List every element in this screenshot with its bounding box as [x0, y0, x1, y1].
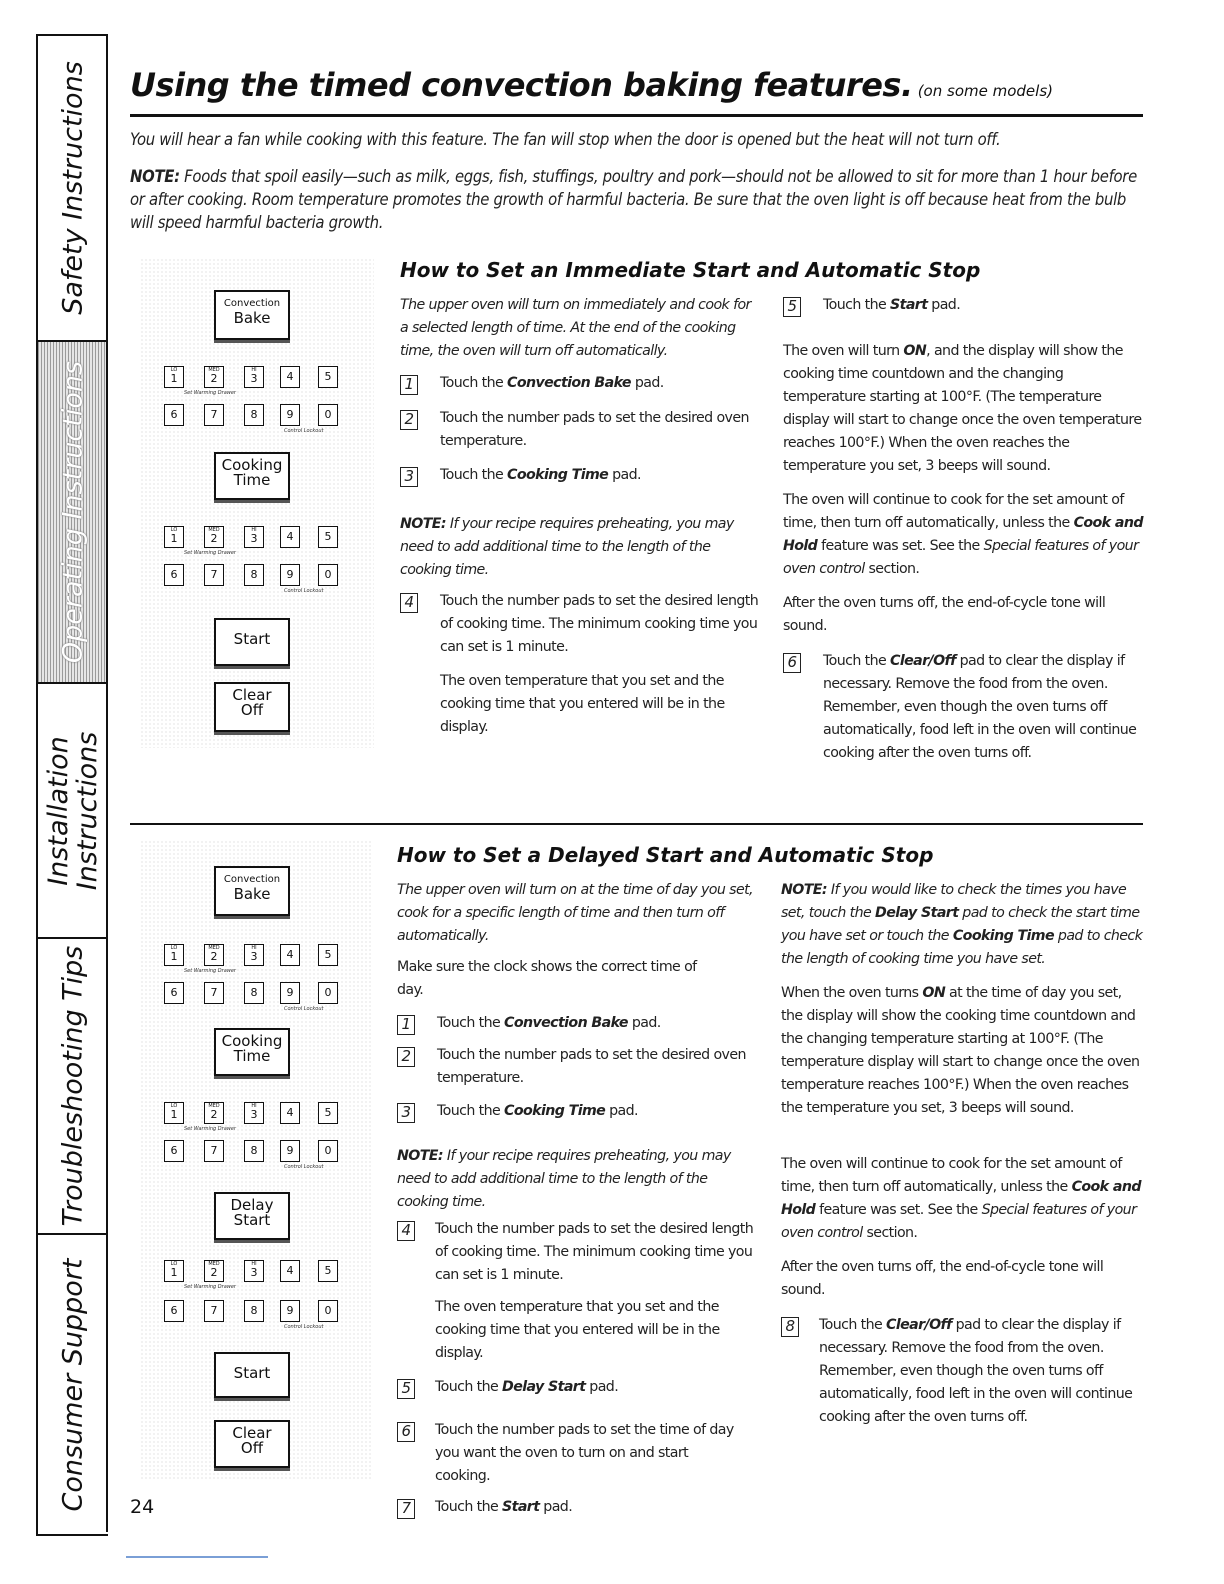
step-number: 6: [783, 653, 801, 673]
warming-label: Set Warming Drawer: [184, 1284, 236, 1290]
keypad-illustration-immediate: [140, 258, 374, 748]
footer-line: [126, 1556, 268, 1558]
start-key: [214, 618, 290, 666]
step-number: 4: [397, 1221, 415, 1241]
number-key-1: LO 1: [164, 1260, 184, 1282]
number-key-2: MED 2: [204, 366, 224, 388]
number-key-1: LO 1: [164, 526, 184, 548]
step-number: 4: [400, 593, 418, 613]
page-number: 24: [130, 1496, 155, 1518]
lockout-label: Control Lockout: [284, 1324, 324, 1330]
immediate-step-4-detail: The oven temperature that you set and the cooking time that you entered will be in the display.: [440, 673, 725, 735]
delayed-note-2: NOTE: If you would like to check the times you have set, touch the Delay Start pad to check the start time you have set or touch the Cooking Time pad to check the length of cooking time you have set.: [781, 882, 1143, 967]
warming-label: Set Warming Drawer: [184, 968, 236, 974]
delayed-para-2: The oven will continue to cook for the set amount of time, then turn off automatically, unless the Cook and Hold feature was set. See the Special features of your oven control section.: [781, 1156, 1141, 1241]
number-key-3: HI 3: [244, 1260, 264, 1282]
number-key-5: 5: [318, 366, 338, 388]
number-key-4: 4: [280, 526, 300, 548]
section-divider: [130, 823, 1143, 825]
number-key-6: 6: [164, 404, 184, 426]
key-line: Off: [240, 1439, 264, 1457]
number-key-7: 7: [204, 982, 224, 1004]
tab-consumer-support[interactable]: [38, 1235, 108, 1534]
number-key-0: 0: [318, 1140, 338, 1162]
key-line: Start: [233, 1364, 271, 1382]
tab-label: Troubleshooting Tips: [57, 945, 89, 1227]
number-key-0: 0: [318, 982, 338, 1004]
delayed-clock: Make sure the clock shows the correct time of day.: [397, 959, 697, 998]
page-title: [130, 66, 1053, 104]
delayed-step-4-detail: The oven temperature that you set and the cooking time that you entered will be in the display.: [435, 1299, 720, 1361]
number-key-8: 8: [244, 1300, 264, 1322]
tab-safety-instructions[interactable]: [38, 36, 108, 342]
tab-label: Installation Instructions: [43, 731, 103, 890]
immediate-heading: How to Set an Immediate Start and Automatic Stop: [400, 258, 981, 282]
step-number: 8: [781, 1317, 799, 1337]
number-key-3: HI 3: [244, 944, 264, 966]
number-key-5: 5: [318, 1102, 338, 1124]
key-line: Cooking: [221, 456, 283, 474]
number-key-1: LO 1: [164, 366, 184, 388]
number-key-4: 4: [280, 1260, 300, 1282]
delayed-para-1: When the oven turns ON at the time of day you set, the display will show the cooking time countdown and the changing temperature starting at 100°F. (The temperature display will start to change once the oven temperature reaches 100°F.) When the oven reaches the temperature you set, 3 beeps will sound.: [781, 985, 1140, 1116]
number-key-5: 5: [318, 944, 338, 966]
step-number: 3: [400, 467, 418, 487]
lockout-label: Control Lockout: [284, 1006, 324, 1012]
title-rule: [130, 114, 1143, 117]
immediate-para-2: The oven will continue to cook for the set amount of time, then turn off automatically, unless the Cook and Hold feature was set. See the Special features of your oven control section.: [783, 492, 1143, 577]
step-number: 2: [397, 1047, 415, 1067]
tab-label: Consumer Support: [57, 1258, 89, 1511]
number-key-0: 0: [318, 404, 338, 426]
number-key-4: 4: [280, 366, 300, 388]
pad-name: Clear/Off: [886, 1317, 952, 1333]
number-key-9: 9: [280, 404, 300, 426]
pad-name: Delay Start: [502, 1379, 586, 1395]
immediate-para-3: After the oven turns off, the end-of-cycle tone will sound.: [783, 595, 1106, 634]
pad-name: Clear/Off: [890, 653, 956, 669]
tab-installation-instructions[interactable]: [38, 684, 108, 939]
warming-label: Set Warming Drawer: [184, 390, 236, 396]
cooking-time-key: [214, 452, 290, 500]
number-key-1: LO 1: [164, 1102, 184, 1124]
start-key: [214, 1352, 290, 1398]
note-label: NOTE:: [397, 1148, 443, 1164]
step-number: 6: [397, 1422, 415, 1442]
number-key-5: 5: [318, 1260, 338, 1282]
warming-label: Set Warming Drawer: [184, 1126, 236, 1132]
immediate-note: NOTE: If your recipe requires preheating, you may need to add additional time to the length of the cooking time.: [400, 516, 734, 578]
step-number: 5: [397, 1379, 415, 1399]
lockout-label: Control Lockout: [284, 588, 324, 594]
intro: [130, 128, 1145, 234]
tab-label: Safety Instructions: [57, 61, 89, 315]
step-number: 3: [397, 1103, 415, 1123]
tab-troubleshooting-tips[interactable]: [38, 939, 108, 1235]
step-number: 1: [400, 375, 418, 395]
pad-name: Convection Bake: [507, 375, 631, 391]
number-key-7: 7: [204, 1300, 224, 1322]
number-key-6: 6: [164, 564, 184, 586]
key-line: Off: [240, 701, 264, 719]
immediate-lead: The upper oven will turn on immediately and cook for a selected length of time. At the end of the cooking time, the oven will turn off automatically.: [400, 297, 751, 359]
intro-line: You will hear a fan while cooking with this feature. The fan will stop when the door is opened but the heat will not turn off.: [130, 130, 1001, 149]
intro-note-text: Foods that spoil easily—such as milk, eggs, fish, stuffings, poultry and pork—should not be allowed to sit for more than 1 hour before or after cooking. Room temperature promotes the growth of harmful bacteria. Be sure that the oven light is off because heat from the bulb will speed harmful bacteria growth.: [130, 167, 1137, 232]
lockout-label: Control Lockout: [284, 1164, 324, 1170]
number-key-7: 7: [204, 564, 224, 586]
number-key-7: 7: [204, 404, 224, 426]
number-key-7: 7: [204, 1140, 224, 1162]
key-line: Clear: [232, 686, 272, 704]
number-key-6: 6: [164, 982, 184, 1004]
convection-bake-key: [214, 866, 290, 916]
pad-name: Start: [502, 1499, 540, 1515]
immediate-para-1: The oven will turn ON, and the display will show the cooking time countdown and the changing temperature starting at 100°F. (The temperature display will start to change once the oven temperature reaches 100°F.) When the oven reaches the temperature you set, 3 beeps will sound.: [783, 343, 1142, 474]
key-line: Convection: [223, 298, 281, 309]
delayed-lead: The upper oven will turn on at the time of day you set, cook for a specific length of time and then turn off automatically.: [397, 882, 753, 944]
key-line: Cooking: [221, 1032, 283, 1050]
step-number: 7: [397, 1499, 415, 1519]
number-key-6: 6: [164, 1140, 184, 1162]
number-key-3: HI 3: [244, 1102, 264, 1124]
delayed-note: NOTE: If your recipe requires preheating, you may need to add additional time to the length of the cooking time.: [397, 1148, 731, 1210]
number-key-1: LO 1: [164, 944, 184, 966]
pad-name: Convection Bake: [504, 1015, 628, 1031]
number-key-8: 8: [244, 404, 264, 426]
number-key-2: MED 2: [204, 1102, 224, 1124]
number-key-2: MED 2: [204, 526, 224, 548]
number-key-6: 6: [164, 1300, 184, 1322]
warming-label: Set Warming Drawer: [184, 550, 236, 556]
keypad-illustration-delayed: [140, 840, 372, 1480]
key-line: Start: [233, 1211, 271, 1229]
key-line: Bake: [233, 885, 271, 903]
delay-start-key: [214, 1192, 290, 1240]
key-line: Start: [233, 630, 271, 648]
step-number: 5: [783, 297, 801, 317]
number-key-3: HI 3: [244, 526, 264, 548]
number-key-3: HI 3: [244, 366, 264, 388]
number-key-2: MED 2: [204, 944, 224, 966]
pad-name: Cooking Time: [504, 1103, 606, 1119]
convection-bake-key: [214, 290, 290, 340]
step-number: 1: [397, 1015, 415, 1035]
delayed-heading: How to Set a Delayed Start and Automatic Stop: [397, 843, 934, 867]
key-line: Clear: [232, 1424, 272, 1442]
sidebar-divider: [106, 34, 108, 1532]
title-main: Using the timed convection baking features.: [130, 66, 913, 104]
key-line: Delay: [230, 1196, 274, 1214]
number-key-9: 9: [280, 564, 300, 586]
number-key-8: 8: [244, 1140, 264, 1162]
key-line: Time: [233, 471, 271, 489]
key-line: Bake: [233, 309, 271, 327]
clear-off-key: [214, 682, 290, 732]
lockout-label: Control Lockout: [284, 428, 324, 434]
number-key-8: 8: [244, 982, 264, 1004]
key-line: Convection: [223, 874, 281, 885]
number-key-0: 0: [318, 1300, 338, 1322]
number-key-9: 9: [280, 982, 300, 1004]
pad-name: Start: [890, 297, 928, 313]
number-key-8: 8: [244, 564, 264, 586]
title-note: (on some models): [917, 82, 1053, 100]
pad-name: Cooking Time: [507, 467, 609, 483]
sidebar-tabs: [36, 34, 108, 1536]
key-line: Time: [233, 1047, 271, 1065]
step-number: 2: [400, 410, 418, 430]
number-key-9: 9: [280, 1140, 300, 1162]
number-key-0: 0: [318, 564, 338, 586]
number-key-9: 9: [280, 1300, 300, 1322]
clear-off-key: [214, 1420, 290, 1468]
number-key-4: 4: [280, 944, 300, 966]
note-label: NOTE:: [400, 516, 446, 532]
intro-note-label: NOTE:: [130, 167, 180, 186]
number-key-4: 4: [280, 1102, 300, 1124]
intro-note: [130, 165, 1145, 234]
number-key-2: MED 2: [204, 1260, 224, 1282]
delayed-para-3: After the oven turns off, the end-of-cycle tone will sound.: [781, 1259, 1104, 1298]
tab-operating-instructions[interactable]: [38, 342, 108, 684]
number-key-5: 5: [318, 526, 338, 548]
cooking-time-key: [214, 1028, 290, 1076]
tab-label: Operating Instructions: [57, 360, 89, 664]
